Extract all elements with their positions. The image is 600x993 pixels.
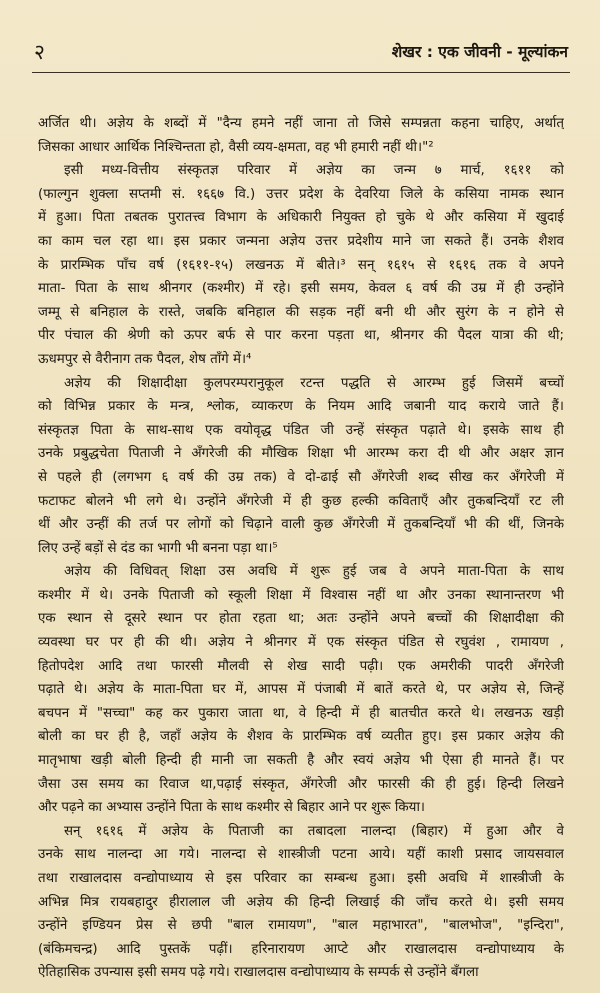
text-line: माता- पिता के साथ श्रीनगर (कश्मीर) में रहे। इसी समय, केवल ६ वर्ष की उम्र में ही उन्होंने — [38, 281, 564, 297]
text-line: के प्रारम्भिक पाँच वर्ष (१६११-१५) लखनऊ में बीते।³ सन् १६१५ से १६१६ तक वे अपने — [38, 257, 564, 273]
text-line: (बंकिमचन्द्र) आदि पुस्तकें पढ़ीं। हरिनारायण आप्टे और राखालदास वन्द्योपाध्याय के — [38, 941, 564, 957]
text-line: एक स्थान से दूसरे स्थान पर होता रहता था; अतः उन्होंने अपने बच्चों की शिक्षादीक्षा की — [38, 611, 564, 627]
text-line: मातृभाषा खड़ी बोली हिन्दी ही मानी जा सकती है और स्वयं अज्ञेय भी ऐसा ही मानते हैं। पर — [38, 753, 564, 769]
text-line: उनके प्रबुद्धचेता पिताजी ने अँगरेजी की मौखिक शिक्षा भी आरम्भ करा दी थी और अक्षर ज्ञान — [38, 446, 564, 462]
text-line: थीं और उन्हीं की तर्ज पर लोगों को चिढ़ाने वाली कुछ अँगरेजी में तुकबन्दियाँ भी की थीं, जिनके — [38, 517, 564, 533]
text-line: संस्कृतज्ञ पिता के साथ-साथ एक वयोवृद्ध पंडित जी उन्हें संस्कृत पढ़ाते थे। इसके साथ ही — [38, 422, 564, 438]
paragraph — [38, 560, 564, 820]
text-line: कश्मीर में थे। उनके पिताजी को स्कूली शिक्षा में विश्वास नहीं था और उनका स्थानान्तरण भी — [38, 587, 564, 603]
text-line: पीर पंचाल की श्रेणी को ऊपर बर्फ से पार करना पड़ता था, श्रीनगर की पैदल यात्रा की थी; — [38, 328, 564, 344]
paragraph — [38, 820, 564, 985]
text-line: अज्ञेय की विधिवत् शिक्षा उस अवधि में शुरू हुई जब वे अपने माता-पिता के साथ — [64, 564, 564, 580]
text-line: और पढ़ने का अभ्यास उन्होंने पिता के साथ कश्मीर से बिहार आने पर शुरू किया। — [38, 800, 425, 816]
text-line: बचपन में "सच्चा" कह कर पुकारा जाता था, वे हिन्दी में ही बातचीत करते थे। लखनऊ खड़ी — [38, 705, 564, 721]
text-line: जम्मू से बनिहाल के रास्ते, जबकि बनिहाल की सड़क नहीं बनी थी और सुरंग के न होने से — [38, 304, 564, 320]
text-line: फटाफट बोलने भी लगे थे। उन्होंने अँगरेजी में ही कुछ हल्की कविताएँ और तुकबन्दियाँ रट ली — [38, 493, 564, 509]
text-line: अज्ञेय की शिक्षादीक्षा कुलपरम्परानुकूल रटन्त पद्धति से आरम्भ हुई जिसमें बच्चों — [64, 375, 564, 391]
page-number: २ — [34, 40, 45, 64]
text-line: लिए उन्हें बड़ों से दंड का भागी भी बनना पड़ा था।⁵ — [38, 540, 278, 556]
paragraph — [38, 372, 564, 561]
paragraph — [38, 159, 564, 371]
text-line: तथा राखालदास वन्द्योपाध्याय से इस परिवार का सम्बन्ध हुआ। इसी अवधि में शास्त्रीजी के — [38, 871, 564, 886]
text-line: सन् १६१६ में अज्ञेय के पिताजी का तबादला नालन्दा (बिहार) में हुआ और वे — [64, 823, 564, 839]
text-line: उन्होंने इण्डियन प्रेस से छपी "बाल रामायण", "बाल महाभारत", "बालभोज", "इन्दिरा", — [38, 918, 564, 934]
paragraph — [38, 112, 564, 159]
text-line: बोली का घर ही है, जहाँ अज्ञेय के शैशव के प्रारम्भिक वर्ष व्यतीत हुए। इस प्रकार अज्ञेय की — [38, 729, 564, 745]
text-line: (फाल्गुन शुक्ला सप्तमी सं. १६६७ वि.) उत्तर प्रदेश के देवरिया जिले के कसिया नामक स्थान — [38, 186, 564, 202]
text-line: से पहले ही (लगभग ६ वर्ष की उम्र तक) वे दो-ढाई सौ अँगरेजी शब्द सीख कर अँगरेजी में — [38, 469, 564, 485]
page-header — [34, 38, 568, 66]
text-line: जैसा उस समय का रिवाज था,पढ़ाई संस्कृत, अँगरेजी और फारसी की ही हुई। हिन्दी लिखने — [38, 776, 564, 792]
text-line: ऐतिहासिक उपन्यास इसी समय पढ़े गये। राखालदास वन्द्योपाध्याय के सम्पर्क से उन्होंने बँगला — [38, 965, 479, 981]
text-line: को विभिन्न प्रकार के मन्त्र, श्लोक, व्याकरण के नियम आदि जबानी याद कराये जाते हैं। — [38, 399, 564, 415]
running-title: शेखर : एक जीवनी - मूल्यांकन — [391, 43, 568, 61]
text-line: व्यवस्था घर पर ही की थी। अज्ञेय ने श्रीनगर में एक संस्कृत पंडित से रघुवंश , रामायण , — [38, 635, 564, 651]
page-body — [38, 112, 564, 985]
text-line: जिसका आधार आर्थिक निश्चिन्तता हो, वैसी व्यय-क्षमता, वह भी हमारी नहीं थी।"² — [38, 139, 434, 155]
text-line: इसी मध्य-वित्तीय संस्कृतज्ञ परिवार में अज्ञेय का जन्म ७ मार्च, १६११ को — [64, 163, 564, 179]
text-line: उनके साथ नालन्दा आ गये। नालन्दा से शास्त्रीजी पटना आये। यहीं काशी प्रसाद जायसवाल — [38, 847, 564, 863]
text-line: पढ़ाते थे। अज्ञेय के माता-पिता घर में, आपस में पंजाबी में बातें करते थे, पर अज्ञेय से, जिन्हें — [38, 682, 564, 698]
text-line: में हुआ। पिता तबतक पुरातत्त्व विभाग के अधिकारी नियुक्त हो चुके थे और कसिया में खुदाई — [38, 210, 564, 226]
text-line: ऊधमपुर से वैरीनाग तक पैदल, शेष ताँगे में।⁴ — [38, 351, 252, 367]
text-line: अभिन्न मित्र रायबहादुर हीरालाल जी अज्ञेय की हिन्दी लिखाई की जाँच करते थे। इसी समय — [38, 894, 564, 910]
text-line: अर्जित थी। अज्ञेय के शब्दों में "दैन्य हमने नहीं जाना तो जिसे सम्पन्नता कहना चाहिए, अर्थात् — [38, 116, 564, 131]
text-line: का काम चल रहा था। इस प्रकार जन्मना अज्ञेय उत्तर प्रदेशीय माने जा सकते हैं। उनके शैशव — [38, 233, 564, 249]
text-line: हितोपदेश आदि तथा फारसी मौलवी से शेख सादी पढ़ी। एक अमरीकी पादरी अँगरेजी — [38, 658, 564, 674]
header-rule — [32, 72, 570, 73]
